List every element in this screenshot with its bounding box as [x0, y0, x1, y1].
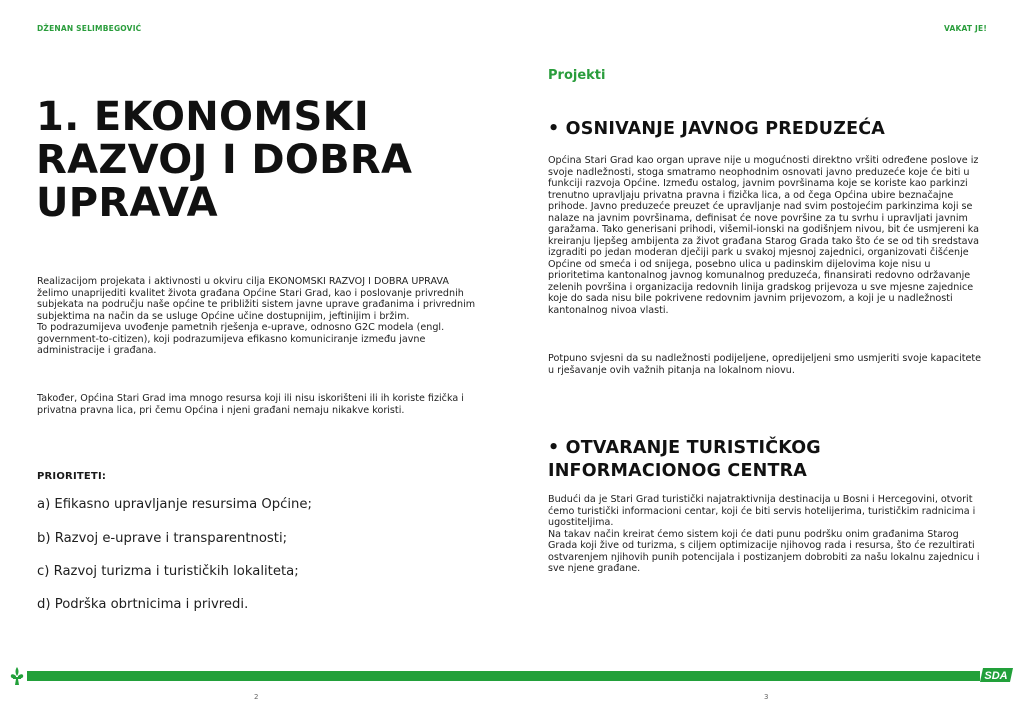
page-number-right: 3 — [764, 693, 769, 701]
svg-text:SDA: SDA — [984, 670, 1008, 682]
project-text-tourist-center: Budući da je Stari Grad turistički najatraktivnija destinacija u Bosni i Hercegovini, otvorit ćemo turistički informacioni centar, koji će biti servis hotelijerima, turističkim radnicima i ugostiteljima. Na takav način kreirat ćemo sistem koji će dati punu podršku onim građanima Starog Grada koji žive od turizma, s ciljem optimizacije njihovog rada i resursa, što će rezultirati ostvarenjem njihovih punih potencijala i postizanjem dobrobiti za našu lokalnu zajednicu i sve njene građane. — [548, 494, 980, 574]
project-title-public-company: • OSNIVANJE JAVNOG PREDUZEĆA — [548, 119, 886, 139]
project-title-tourist-center: • OTVARANJE TURISTIČKOG INFORMACIONOG CENTRA — [548, 438, 821, 481]
project-text-public-company: Općina Stari Grad kao organ uprave nije u mogućnosti direktno vršiti određene poslove iz svoje nadležnosti, stoga smatramo neophodnim osnovati javno preduzeće koje će biti u funkciji razvoja Općine. Između ostalog, javnim površinama koje se koriste kao parkinzi trenutno upravljaju privatna pravna i fizička lica, a od čega Općina ubire beznačajne prihode. Javno preduzeće preuzet će upravljanje nad svim postojećim parkinzima koji se nalaze na javnim površinama, definisat će nove površine za tu svrhu i upravljati javnim garažama. Tako generisani prihodi, višemil-ionski na godišnjem nivou, bit će usmjereni ka kreiranju ljepšeg ambijenta za život građana Starog Grada tako što će se od tih sredstava izgraditi po jedan moderan dječiji park u svakoj mjesnoj zajednici, organizovati čišćenje Općine od smeća i od snijega, posebno ulica u padinskim dijelovima koje nisu u prioritetima kantonalnog javnog komunalnog preduzeća, finansirati redovno održavanje zelenih površina i organizacija redovnih linija gradskog prijevoza u sve mjesne zajednice koje do sada nisu bile pokrivene redovnim javnim prijevozom, a koji je u nadležnosti kantonalnog nivoa vlasti. — [548, 155, 980, 316]
project-text-public-company-note: Potpuno svjesni da su nadležnosti podijeljene, opredijeljeni smo usmjeriti svoje kapacitete u rješavanje ovih važnih pitanja na lokalnom niovu. — [548, 353, 982, 376]
page-title: 1. EKONOMSKI RAZVOJ I DOBRA UPRAVA — [36, 94, 413, 226]
header-slogan: VAKAT JE! — [944, 24, 987, 33]
resources-paragraph: Također, Općina Stari Grad ima mnogo resursa koji ili nisu iskorišteni ili ih koriste fizička i privatna pravna lica, pri čemu Općina i njeni građani nemaju nikakve koristi. — [37, 393, 464, 416]
intro-paragraph: Realizacijom projekata i aktivnosti u okviru cilja EKONOMSKI RAZVOJ I DOBRA UPRAVA želimo unaprijediti kvalitet života građana Općine Stari Grad, kao i poslovanje privrednih subjekata na području naše općine te približiti sistem javne uprave građanima i privrednim subjektima na način da se usluge Općine učine dostupnijim, jeftinijim i bržim. To podrazumijeva uvođenje pametnih rješenja e-uprave, odnosno G2C modela (engl. government-to-citizen), koji podrazumijeva efikasno komuniciranje između javne administracije i građana. — [37, 276, 476, 356]
priority-item: c) Razvoj turizma i turističkih lokaliteta; — [37, 564, 299, 579]
section-label: Projekti — [548, 68, 606, 83]
priority-item: b) Razvoj e-uprave i transparentnosti; — [37, 531, 288, 546]
priorities-heading: PRIORITETI: — [37, 471, 107, 482]
header-author: DŽENAN SELIMBEGOVIĆ — [37, 24, 142, 33]
priority-item: d) Podrška obrtnicima i privredi. — [37, 597, 249, 612]
sda-logo — [980, 666, 1014, 684]
priority-item: a) Efikasno upravljanje resursima Općine; — [37, 497, 312, 512]
footer-green-bar — [27, 671, 980, 681]
page-number-left: 2 — [254, 693, 259, 701]
fleur-de-lis-icon — [9, 666, 25, 686]
